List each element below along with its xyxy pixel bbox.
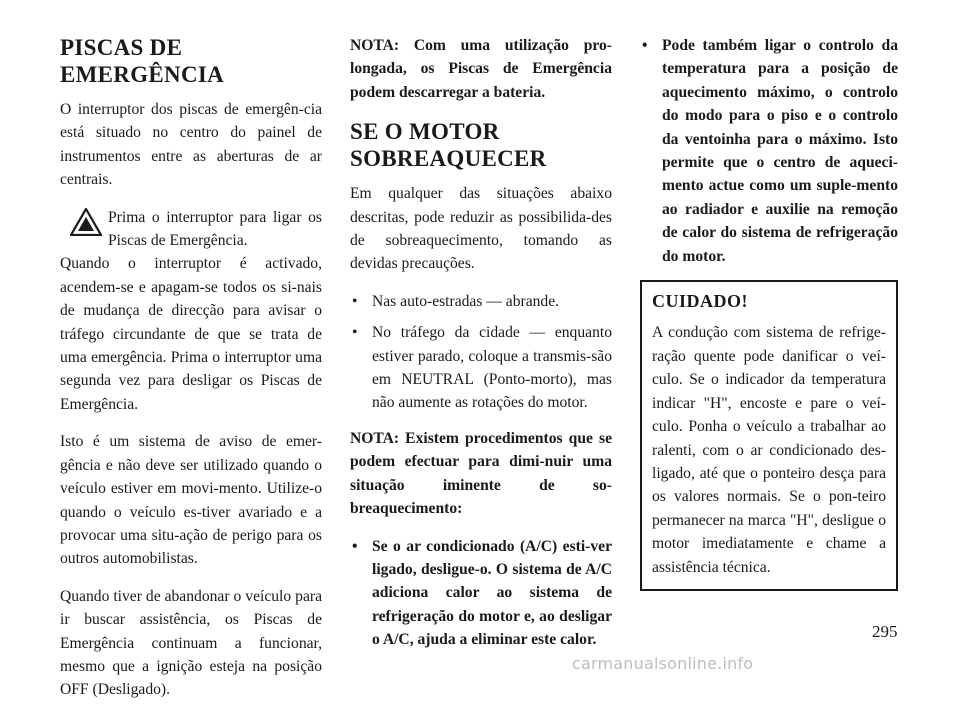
caution-box: [640, 280, 898, 591]
section-title-overheat: SE O MOTOR SOBREAQUECER: [350, 119, 547, 172]
hazard-triangle-icon: [70, 208, 102, 236]
note: NOTA: Com uma utilização pro-longada, os Piscas de Emergência podem descarregar a bateria.: [350, 37, 612, 101]
note: NOTA: Existem procedimentos que se podem efectuar para dimi-nuir uma situação iminente de so-breaquecimento:: [350, 429, 612, 518]
list-item: • No tráfego da cidade — enquanto estiver parado, coloque a transmis-são em NEUTRAL (Ponto-morto), mas não aumente as rotações do motor.: [352, 324, 612, 412]
bullet-list: [350, 290, 612, 415]
watermark: carmanualsonline.info: [572, 654, 754, 673]
warning-block: [60, 206, 322, 417]
column-middle: [350, 34, 612, 664]
list-item: • Nas auto-estradas — abrande.: [352, 292, 560, 310]
bold-bullet-list: [640, 34, 898, 268]
list-item: • Se o ar condicionado (A/C) esti-ver ligado, desligue-o. O sistema de A/C adiciona calor ao sistema de refrigeração do motor e, ao desligar o A/C, ajuda a eliminar este calor.: [352, 537, 612, 649]
column-left: [60, 34, 322, 716]
caution-title: CUIDADO!: [652, 291, 748, 312]
list-item: • Pode também ligar o controlo da temperatura para a posição de aquecimento máximo, o controlo do modo para o piso e o controlo da ventoinha para o máximo. Isto permite que o centro de aqueci-mento actue como um suple-mento ao radiador e auxilie na remoção de calor do sistema de refrigeração do motor.: [642, 37, 898, 265]
page-number: 295: [872, 622, 898, 641]
bold-bullet-list: [350, 535, 612, 652]
paragraph: O interruptor dos piscas de emergên-cia está situado no centro do painel de instrumentos entre as aberturas de ar centrais.: [60, 101, 322, 189]
paragraph: Quando tiver de abandonar o veículo para ir buscar assistência, os Piscas de Emergência continuam a funcionar, mesmo que a ignição esteja na posição OFF (Desligado).: [60, 587, 322, 699]
caution-text: A condução com sistema de refrige-ração quente pode danificar o veí-culo. Se o indicador da temperatura indicar "H", encoste e pare o veí-culo. Ponha o veículo a trabalhar ao ralenti, com o ar condicionado des-ligado, até que o ponteiro desça para os valores normais. Se o pon-teiro permanecer na marca "H", desligue o motor imediatamente e chame a assistência técnica.: [652, 324, 886, 576]
section-title-hazard: PISCAS DE EMERGÊNCIA: [60, 35, 225, 87]
paragraph: Isto é um sistema de aviso de emer-gência e não deve ser utilizado quando o veículo estiver em movi-mento. Utilize-o quando o veículo es-tiver avariado e a provocar uma situ-ação de perigo para os outros automobilistas.: [60, 433, 322, 568]
paragraph: Quando o interruptor é activado, acendem-se e apagam-se todos os si-nais de mudança de direcção para avisar o tráfego circundante de que se trata de uma emergência. Prima o interruptor uma segunda vez para desligar os Piscas de Emergência.: [60, 255, 322, 413]
paragraph: Em qualquer das situações abaixo descritas, pode reduzir as possibilida-des de sobreaquecimento, tomando as devidas precauções.: [350, 185, 612, 273]
column-right: [640, 34, 898, 591]
warning-text: Prima o interruptor para ligar os Piscas de Emergência.: [108, 208, 322, 250]
